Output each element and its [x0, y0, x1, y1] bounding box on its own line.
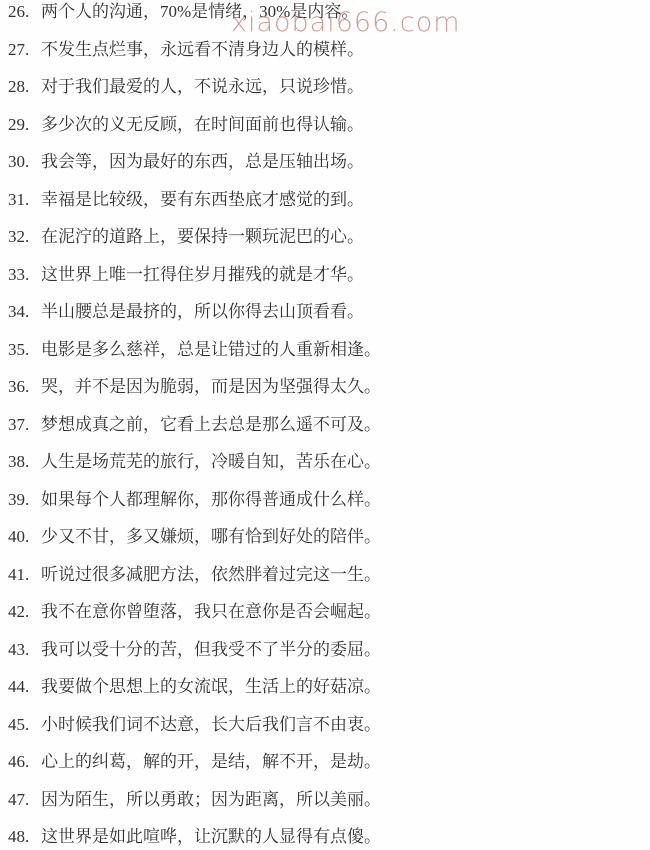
quote-number: 47. — [8, 789, 30, 809]
quote-line — [0, 781, 650, 819]
quote-text: 心上的纠葛，解的开，是结，解不开，是劫。 — [41, 752, 381, 771]
quote-text: 这世界是如此喧哗，让沉默的人显得有点傻。 — [41, 827, 381, 846]
quote-line — [0, 481, 650, 519]
quote-number: 28. — [8, 77, 30, 96]
quote-text: 听说过很多减肥方法，依然胖着过完这一生。 — [41, 564, 381, 584]
quote-line — [0, 406, 650, 444]
quote-line — [0, 331, 650, 369]
quote-line — [0, 518, 650, 556]
quote-line — [0, 631, 650, 669]
quote-text: 在泥泞的道路上，要保持一颗玩泥巴的心。 — [41, 227, 364, 246]
quote-text: 我不在意你曾堕落，我只在意你是否会崛起。 — [41, 602, 381, 621]
quote-number: 46. — [8, 752, 30, 771]
quote-number: 32. — [8, 227, 30, 246]
quote-number: 38. — [8, 452, 30, 471]
quote-number: 40. — [8, 527, 30, 546]
quote-text: 梦想成真之前，它看上去总是那么遥不可及。 — [41, 414, 381, 434]
quote-number: 45. — [8, 714, 30, 734]
quote-number: 48. — [8, 827, 30, 846]
quote-text: 哭，并不是因为脆弱，而是因为坚强得太久。 — [41, 377, 381, 396]
quote-number: 37. — [8, 414, 30, 434]
quote-number: 33. — [8, 264, 30, 284]
quote-number: 35. — [8, 339, 30, 359]
quote-text: 我要做个思想上的女流氓，生活上的好菇凉。 — [41, 677, 381, 696]
quote-number: 27. — [8, 39, 30, 59]
watermark-text: xiaobai666.com — [231, 7, 461, 38]
quote-line — [0, 218, 650, 256]
quote-line — [0, 743, 650, 781]
quote-text: 我会等，因为最好的东西，总是压轴出场。 — [41, 152, 364, 171]
quote-line — [0, 293, 650, 331]
quote-line — [0, 256, 650, 294]
quote-text: 这世界上唯一扛得住岁月摧残的就是才华。 — [41, 264, 364, 284]
quote-line — [0, 143, 650, 181]
quote-line — [0, 668, 650, 706]
quote-line — [0, 31, 650, 69]
quote-line — [0, 106, 650, 144]
quote-text: 半山腰总是最挤的，所以你得去山顶看看。 — [41, 302, 364, 321]
quote-number: 34. — [8, 302, 30, 321]
quote-number: 36. — [8, 377, 30, 396]
quote-line — [0, 706, 650, 744]
quote-text: 如果每个人都理解你，那你得普通成什么样。 — [41, 489, 381, 509]
quote-number: 41. — [8, 564, 30, 584]
quote-text: 少又不甘，多又嫌烦，哪有恰到好处的陪伴。 — [41, 527, 381, 546]
quote-line — [0, 556, 650, 594]
quote-number: 39. — [8, 489, 30, 509]
quote-number: 30. — [8, 152, 30, 171]
quote-number: 26. — [8, 2, 30, 21]
quote-text: 电影是多么慈祥，总是让错过的人重新相逢。 — [41, 339, 381, 359]
quote-number: 29. — [8, 114, 30, 134]
quote-text: 对于我们最爱的人，不说永远，只说珍惜。 — [41, 77, 364, 96]
quote-text: 多少次的义无反顾，在时间面前也得认输。 — [41, 114, 364, 134]
quote-text: 不发生点烂事，永远看不清身边人的模样。 — [41, 39, 364, 59]
quote-line — [0, 68, 650, 106]
quote-line — [0, 0, 650, 31]
quote-text: 因为陌生，所以勇敢；因为距离，所以美丽。 — [41, 789, 381, 809]
quote-number: 31. — [8, 189, 30, 209]
quote-text: 人生是场荒芜的旅行，冷暖自知，苦乐在心。 — [41, 452, 381, 471]
quote-line — [0, 818, 650, 850]
quote-number: 43. — [8, 639, 30, 659]
quote-text: 两个人的沟通，70%是情绪，30%是内容。 — [41, 2, 359, 21]
quote-text: 我可以受十分的苦，但我受不了半分的委屈。 — [41, 639, 381, 659]
quote-line — [0, 593, 650, 631]
quote-number: 44. — [8, 677, 30, 696]
quote-text: 幸福是比较级，要有东西垫底才感觉的到。 — [41, 189, 364, 209]
quote-line — [0, 368, 650, 406]
quote-line — [0, 443, 650, 481]
quote-line — [0, 181, 650, 219]
quote-number: 42. — [8, 602, 30, 621]
quote-text: 小时候我们词不达意，长大后我们言不由衷。 — [41, 714, 381, 734]
